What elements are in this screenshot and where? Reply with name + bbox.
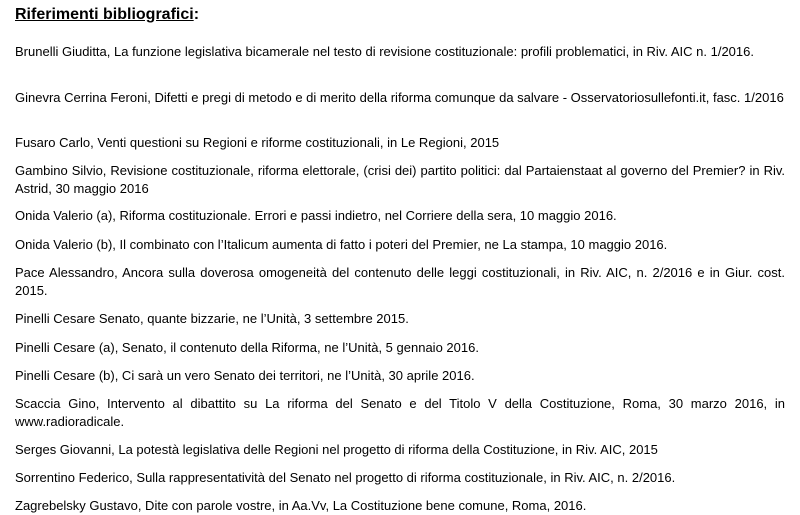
reference-entry: Serges Giovanni, La potestà legislativa delle Regioni nel progetto di riforma della Costituzione, in Riv. AIC, 2015 bbox=[15, 442, 658, 457]
reference-entry: Ginevra Cerrina Feroni, Difetti e pregi di metodo e di merito della riforma comunque da salvare - Osservatoriosullefonti.it, fasc. 1/2016 bbox=[15, 90, 784, 105]
reference-entry: Pinelli Cesare (a), Senato, il contenuto della Riforma, ne l’Unità, 5 gennaio 2016. bbox=[15, 340, 479, 355]
reference-entry: Onida Valerio (b), Il combinato con l’Italicum aumenta di fatto i poteri del Premier, ne La stampa, 10 maggio 2016. bbox=[15, 237, 668, 252]
reference-entry: Pinelli Cesare (b), Ci sarà un vero Senato dei territori, ne l’Unità, 30 aprile 2016. bbox=[15, 368, 475, 383]
reference-entry: Gambino Silvio, Revisione costituzionale, riforma elettorale, (crisi dei) partito politici: dal Partaienstaat al governo del Premier? in Riv. Astrid, 30 maggio 2016 bbox=[15, 163, 785, 196]
reference-entry: Fusaro Carlo, Venti questioni su Regioni e riforme costituzionali, in Le Regioni, 2015 bbox=[15, 135, 500, 150]
reference-entry: Onida Valerio (a), Riforma costituzionale. Errori e passi indietro, nel Corriere della sera, 10 maggio 2016. bbox=[15, 208, 617, 223]
reference-entry: Pinelli Cesare Senato, quante bizzarie, ne l’Unità, 3 settembre 2015. bbox=[15, 311, 409, 326]
reference-entry: Brunelli Giuditta, La funzione legislativa bicamerale nel testo di revisione costituzionale: profili problematici, in Riv. AIC n. 1/2016. bbox=[15, 44, 754, 59]
reference-entry: Zagrebelsky Gustavo, Dite con parole vostre, in Aa.Vv, La Costituzione bene comune, Roma, 2016. bbox=[15, 498, 587, 513]
bibliography-heading-colon: : bbox=[193, 6, 200, 23]
reference-entry: Scaccia Gino, Intervento al dibattito su La riforma del Senato e del Titolo V della Costituzione, Roma, 30 marzo 2016, in www.radioradicale. bbox=[15, 396, 785, 429]
bibliography-heading bbox=[15, 5, 199, 25]
bibliography-heading-title: Riferimenti bibliografici bbox=[15, 6, 194, 23]
reference-entry: Pace Alessandro, Ancora sulla doverosa omogeneità del contenuto delle leggi costituzionali, in Riv. AIC, n. 2/2016 e in Giur. cost. 2015. bbox=[15, 265, 785, 298]
reference-entry: Sorrentino Federico, Sulla rappresentatività del Senato nel progetto di riforma costituzionale, in Riv. AIC, n. 2/2016. bbox=[15, 470, 676, 485]
